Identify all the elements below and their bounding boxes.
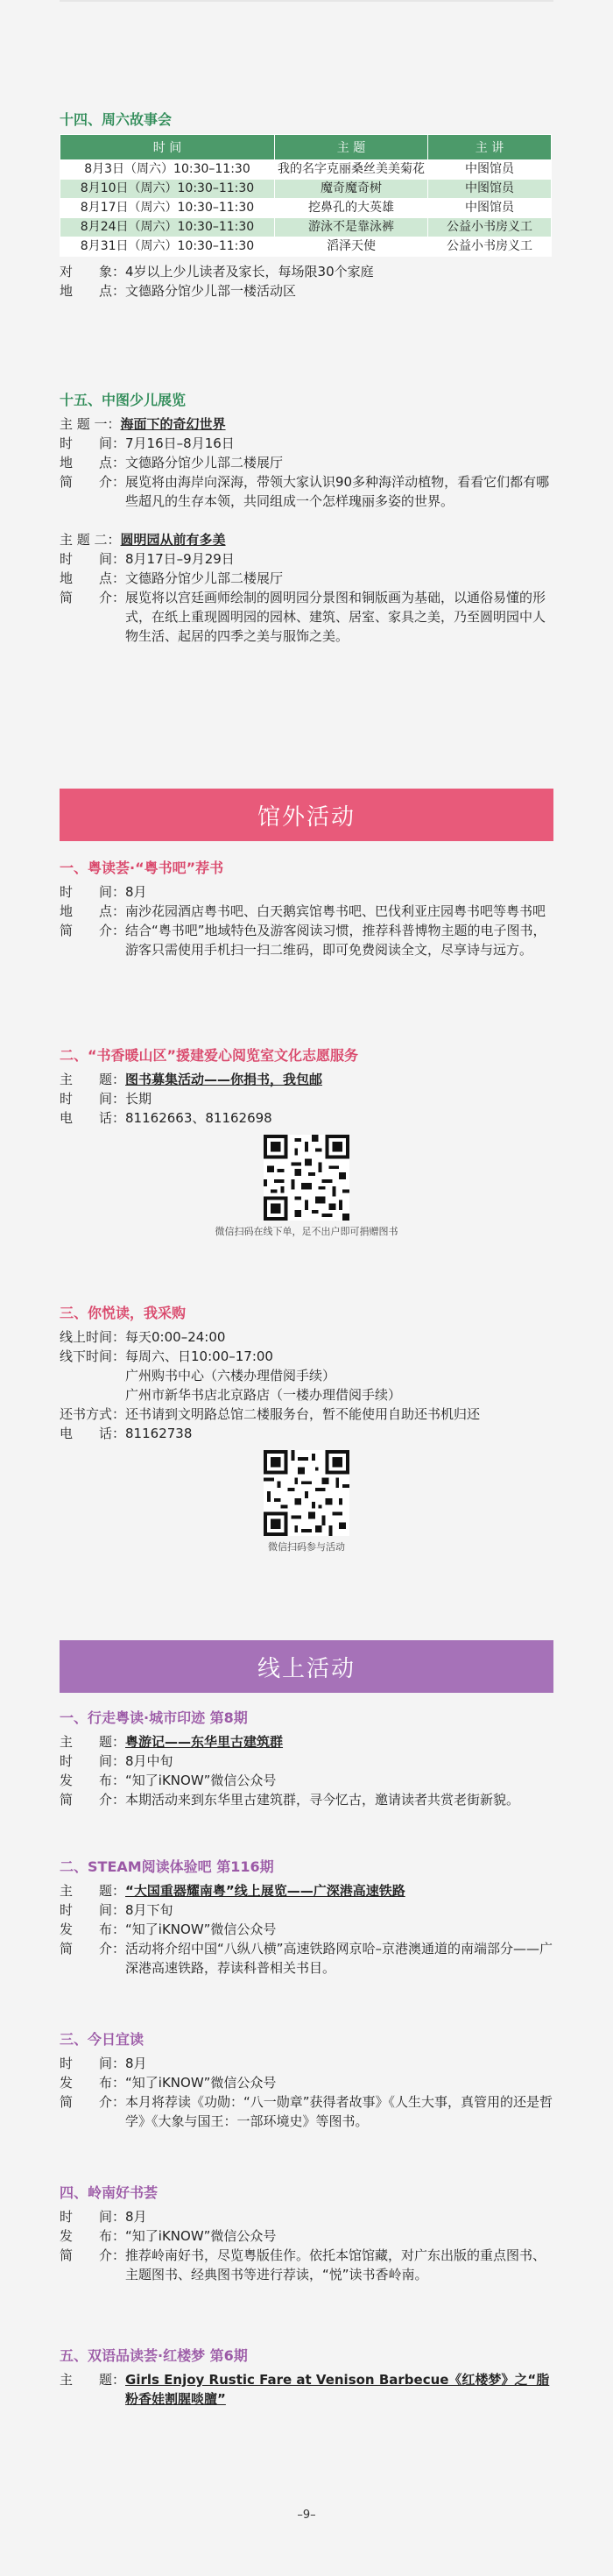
theme-row [60,1732,553,1752]
table-cell: 游泳不是靠泳裤 [275,218,428,237]
location-row [60,1385,553,1405]
table-cell: 魔奇魔奇树 [275,180,428,199]
section-storytime [60,109,553,301]
offsite-activities-banner [60,789,553,841]
intro-row [60,1790,553,1809]
qr-code-icon[interactable] [264,1135,349,1221]
offline-time-row [60,1347,553,1366]
field-label: 地 点： [60,570,126,586]
table-cell: 8月3日（周六）10:30–11:30 [60,160,275,180]
field-value: 展览将以宫廷画师绘制的圆明园分景图和铜版画为基础，以通俗易懂的形式，在纸上重现圆明园的园林、建筑、居室、家具之美，乃至圆明园中人物生活、起居的四季之美与服饰之美。 [125,590,546,644]
field-label: 时 间： [60,1753,126,1769]
field-label: 简 介： [60,2094,126,2110]
field-value: 粤游记——东华里古建筑群 [125,1734,284,1750]
field-label: 主 题： [60,1734,126,1750]
field-label: 还书方式： [60,1406,126,1422]
table-row [60,199,552,218]
table-cell: 中图馆员 [428,160,552,180]
field-label: 发 布： [60,1773,126,1788]
field-label: 简 介： [60,1941,126,1957]
field-value: 81162663、81162698 [125,1110,272,1126]
section-exhibitions [60,389,553,646]
field-value: 每天0:00–24:00 [125,1329,226,1345]
page-number: –9– [297,2509,316,2522]
table-cell: 8月17日（周六）10:30–11:30 [60,199,275,218]
field-label: 时 间： [60,1902,126,1918]
field-label: 发 布： [60,1921,126,1937]
field-value: 8月 [125,2209,147,2225]
field-value: 8月中旬 [125,1753,173,1769]
table-row [60,218,552,237]
field-label: 地 点： [60,903,126,919]
section-bilingual-reading [60,2345,553,2409]
field-label: 简 介： [60,1792,126,1808]
section-title: 三、你悦读，我采购 [60,1305,187,1321]
field-value: “知了iKNOW”微信公众号 [125,2075,277,2091]
field-value: 图书募集活动——你捐书，我包邮 [125,1072,323,1087]
field-label: 主 题 一： [60,416,121,432]
field-value: 本期活动来到东华里古建筑群，寻今忆古，邀请读者共赏老街新貌。 [125,1792,520,1808]
field-value: 8月17日–9月29日 [125,551,235,567]
section-title: 三、今日宜读 [60,2031,144,2048]
field-value: 4岁以上少儿读者及家长，每场限30个家庭 [125,264,374,280]
table-cell: 我的名字克丽桑丝美美菊花 [275,160,428,180]
qr-caption: 微信扫码在线下单，足不出户即可捐赠图书 [215,1226,398,1237]
field-label: 主 题： [60,1883,126,1899]
return-row [60,1405,553,1424]
column-header: 时 间 [60,135,275,160]
publish-row [60,2226,553,2246]
field-value: 8月下旬 [125,1902,173,1918]
field-value: Girls Enjoy Rustic Fare at Venison Barbecue《红楼梦》之“脂粉香娃割腥啖膻” [125,2372,550,2407]
field-value: 8月 [125,884,147,900]
time-row [60,2207,553,2226]
field-value: 南沙花园酒店粤书吧、白天鹅宾馆粤书吧、巴伐利亚庄园粤书吧等粤书吧 [125,903,546,919]
intro-row [60,1939,553,1978]
field-value: “大国重器耀南粤”线上展览——广深港高速铁路 [125,1883,405,1899]
time-row [60,434,553,453]
section-title: 十五、中图少儿展览 [60,392,187,408]
field-value: “知了iKNOW”微信公众号 [125,1921,277,1937]
section-title: 一、粤读荟·“粤书吧”荐书 [60,860,224,876]
publish-row [60,2073,553,2092]
field-label: 电 话： [60,1426,126,1441]
table-cell: 滔泽天使 [275,237,428,257]
table-cell: 8月31日（周六）10:30–11:30 [60,237,275,257]
table-header-row [60,135,552,160]
field-label: 线上时间： [60,1329,126,1345]
field-label: 时 间： [60,551,126,567]
section-title: 四、岭南好书荟 [60,2184,159,2201]
section-steam [60,1856,553,1978]
table-row [60,180,552,199]
online-activities-banner [60,1640,553,1693]
place-row [60,281,553,301]
section-title: 一、行走粤读·城市印迹 第8期 [60,1709,248,1726]
exhibition-title: 圆明园从前有多美 [120,532,226,548]
theme-row [60,2370,553,2409]
section-city-walk [60,1707,553,1809]
field-label: 主 题： [60,2372,126,2388]
audience-row [60,262,553,281]
theme-row [60,1070,553,1089]
field-value: 文德路分馆少儿部二楼展厅 [125,570,284,586]
intro-row [60,921,553,959]
field-label: 时 间： [60,2056,126,2071]
field-value: 展览将由海岸向深海，带领大家认识90多种海洋动植物，看看它们都有哪些超凡的生存本领，共同组成一个怎样瑰丽多姿的世界。 [125,474,550,509]
table-cell: 8月10日（周六）10:30–11:30 [60,180,275,199]
table-cell: 公益小书房义工 [428,218,552,237]
section-title: 十四、周六故事会 [60,111,173,128]
column-header: 主 题 [275,135,428,160]
field-label: 时 间： [60,1091,126,1107]
banner-title: 馆外活动 [257,803,356,831]
intro-row [60,588,553,646]
qr-code-icon[interactable] [264,1450,349,1536]
section-daily-read [60,2028,553,2131]
field-value: 本月将荐读《功勋：“八一勋章”获得者故事》《人生大事，真管用的还是哲学》《大象与国王：一部环境史》等图书。 [125,2094,553,2129]
field-value: 广州购书中心（六楼办理借阅手续） [125,1368,336,1384]
table-row [60,237,552,257]
time-row [60,2054,553,2073]
qr-caption: 微信扫码参与活动 [268,1541,345,1553]
exhibition-title: 海面下的奇幻世界 [120,416,226,432]
section-title: 五、双语品读荟·红楼梦 第6期 [60,2347,248,2364]
location-row [60,1366,553,1385]
field-label: 发 布： [60,2228,126,2244]
field-value: 结合“粤书吧”地域特色及游客阅读习惯，推荐科普博物主题的电子图书，游客只需使用手机扫一扫二维码，即可免费阅读全文，尽享诗与远方。 [125,923,546,958]
field-label: 简 介： [60,923,126,938]
tel-row [60,1108,553,1128]
field-label: 对 象： [60,264,126,280]
time-row [60,1752,553,1771]
field-label: 电 话： [60,1110,126,1126]
time-row [60,1089,553,1108]
table-cell: 中图馆员 [428,180,552,199]
table-cell: 挖鼻孔的大英雄 [275,199,428,218]
section-title: 二、STEAM阅读体验吧 第116期 [60,1858,274,1875]
table-cell: 8月24日（周六）10:30–11:30 [60,218,275,237]
section-book-donation [60,1044,553,1238]
field-label: 时 间： [60,884,126,900]
theme-row [60,414,553,434]
intro-row [60,2246,553,2284]
field-value: 7月16日–8月16日 [125,435,235,451]
field-label: 发 布： [60,2075,126,2091]
field-value: 81162738 [125,1426,193,1441]
place-row [60,569,553,588]
time-row [60,1900,553,1920]
section-lingnan-books [60,2182,553,2284]
table-row [60,160,552,180]
column-header: 主 讲 [428,135,552,160]
field-value: 推荐岭南好书，尽览粤版佳作。依托本馆馆藏，对广东出版的重点图书、主题图书、经典图书等进行荐读，“悦”读书香岭南。 [125,2247,546,2282]
field-label: 地 点： [60,455,126,471]
section-book-bar [60,857,553,959]
table-cell: 中图馆员 [428,199,552,218]
theme-row [60,1881,553,1900]
field-value: “知了iKNOW”微信公众号 [125,2228,277,2244]
publish-row [60,1920,553,1939]
field-value: 广州市新华书店北京路店（一楼办理借阅手续） [125,1387,402,1403]
section-title: 二、“书香暖山区”援建爱心阅览室文化志愿服务 [60,1047,359,1064]
field-label: 主 题 二： [60,532,121,548]
field-label: 地 点： [60,283,126,299]
field-value: 长期 [125,1091,152,1107]
field-value: 8月 [125,2056,147,2071]
field-label: 简 介： [60,590,126,605]
field-label: 简 介： [60,2247,126,2263]
field-value: 还书请到文明路总馆二楼服务台，暂不能使用自助还书机归还 [125,1406,481,1422]
field-value: 活动将介绍中国“八纵八横”高速铁路网京哈–京港澳通道的南端部分——广深港高速铁路，荐读科普相关书目。 [125,1941,553,1976]
field-label: 主 题： [60,1072,126,1087]
online-time-row [60,1327,553,1347]
table-cell: 公益小书房义工 [428,237,552,257]
place-row [60,902,553,921]
banner-title: 线上活动 [257,1655,356,1682]
field-label: 时 间： [60,2209,126,2225]
intro-row [60,2092,553,2131]
place-row [60,453,553,472]
intro-row [60,472,553,511]
publish-row [60,1771,553,1790]
theme-row [60,530,553,549]
field-value: 文德路分馆少儿部二楼展厅 [125,455,284,471]
field-label: 时 间： [60,435,126,451]
field-value: 每周六、日10:00–17:00 [125,1348,273,1364]
field-value: “知了iKNOW”微信公众号 [125,1773,277,1788]
time-row [60,549,553,569]
field-label: 线下时间： [60,1348,126,1364]
tel-row [60,1424,553,1443]
field-label: 简 介： [60,474,126,490]
time-row [60,882,553,902]
schedule-table [60,134,552,257]
section-you-read-we-buy [60,1302,553,1553]
top-rule [60,0,553,2]
field-value: 文德路分馆少儿部一楼活动区 [125,283,297,299]
